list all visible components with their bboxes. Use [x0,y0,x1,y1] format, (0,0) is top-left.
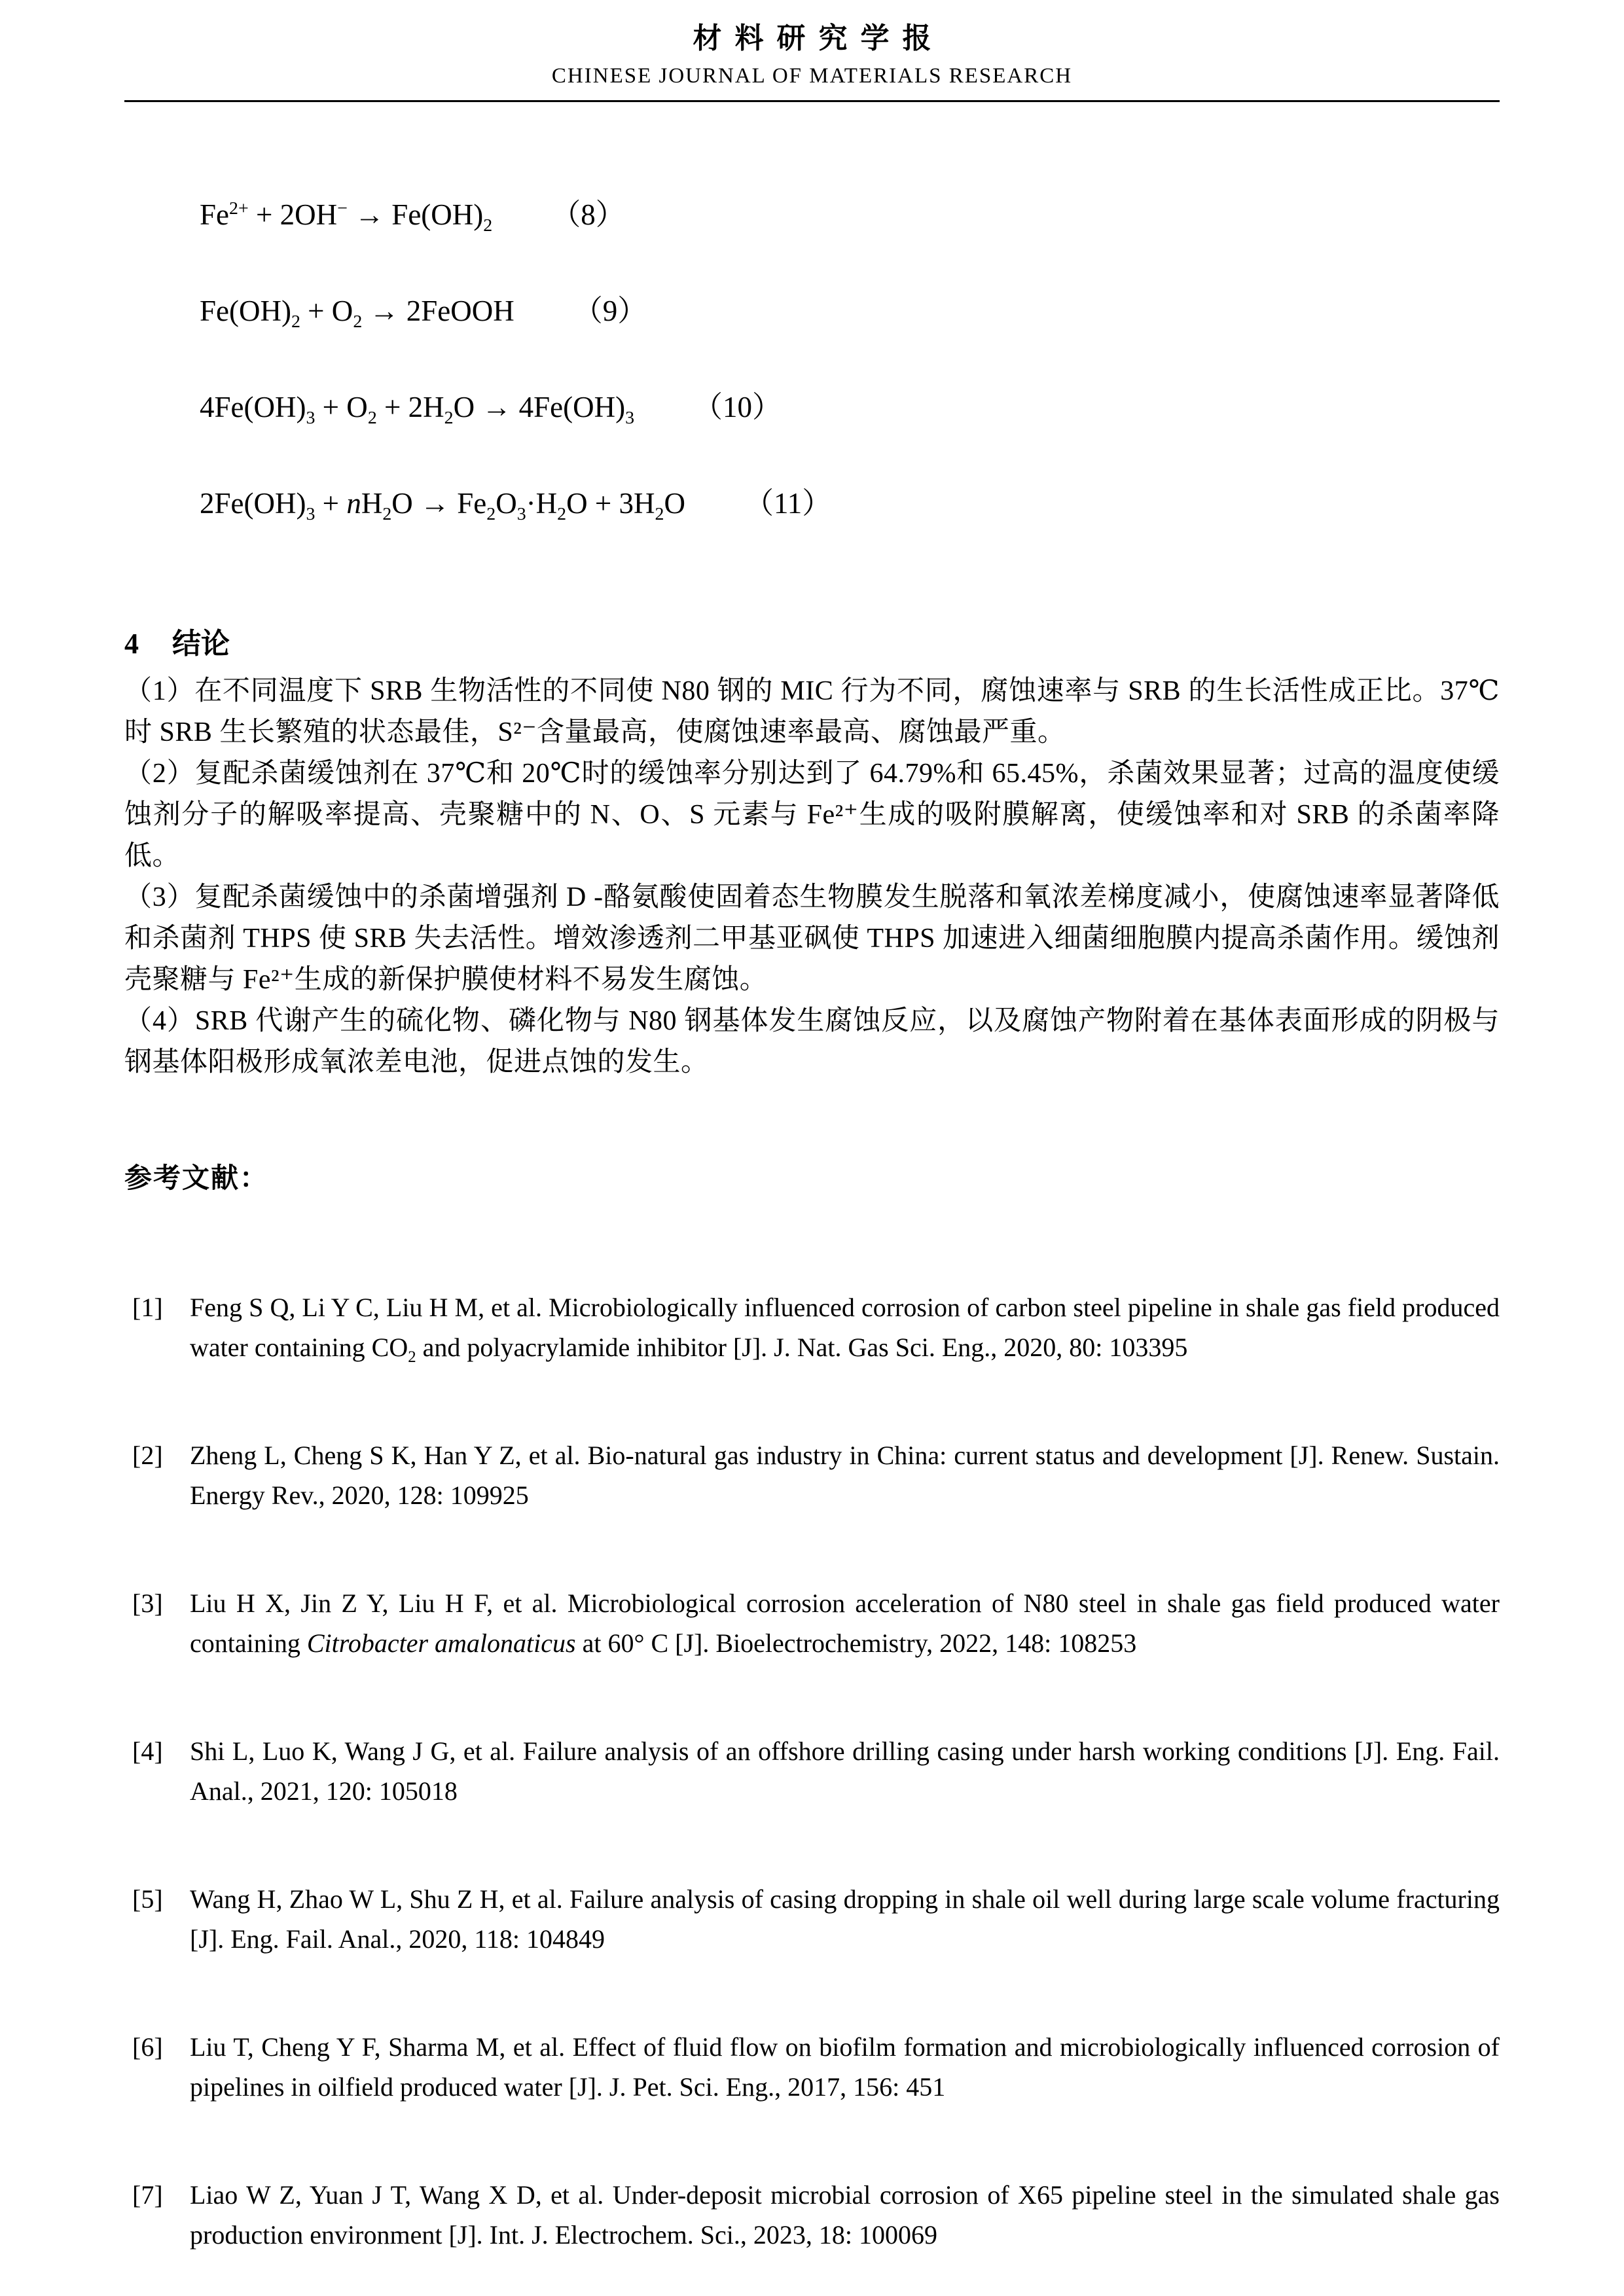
subscript: 3 [306,408,316,428]
conclusion-paragraphs [124,671,1500,1083]
equation-expression [200,295,514,332]
equation-expression [200,487,685,524]
text-run: Feng S Q, Li Y C, Liu H M, et al. Microbiologically influenced corrosion of carbon steel pipeline in shale gas field produced water containing CO [190,1293,1500,1362]
equation-list [200,190,1500,522]
journal-title-en: CHINESE JOURNAL OF MATERIALS RESEARCH [551,64,1073,88]
header-divider [124,100,1500,102]
reference-label: [7] [132,2180,163,2210]
reference-label: [3] [132,1588,163,1618]
subscript: 2 [444,408,454,428]
text-run: + O [315,391,368,423]
reference-label: [6] [132,2032,163,2062]
conclusion-paragraph: （3）复配杀菌缓蚀中的杀菌增强剂 D -酪氨酸使固着态生物膜发生脱落和氧浓差梯度减小，使腐蚀速率显著降低和杀菌剂 THPS 使 SRB 失去活性。增效渗透剂二甲基亚砜使 THPS 加速进入细菌细胞膜内提高杀菌作用。缓蚀剂壳聚糖与 Fe²⁺生成的新保护膜使材料不易发生腐蚀。 [124,882,1500,995]
subscript: 2 [408,1348,416,1366]
reference-label: [1] [132,1293,163,1322]
text-run: Fe(OH) [200,295,291,327]
text-run: O [664,487,685,520]
text-run: → 2FeOOH [362,295,514,327]
reference-text [190,2027,1500,2107]
superscript: 2+ [229,198,249,219]
equation-number: （9） [573,295,647,327]
reference-list [124,1287,1500,2255]
equation-expression [200,198,493,236]
equation-row [200,479,1500,522]
reference-label: [5] [132,1884,163,1914]
text-run: 4Fe(OH) [200,391,306,423]
header [124,14,1500,102]
text-run: + 2H [376,391,444,423]
text-run: Shi L, Luo K, Wang J G, et al. Failure analysis of an offshore drilling casing under harsh working conditions [J]. Eng. Fail. Anal., 2021, 120: 105018 [190,1736,1500,1806]
reference-label: [2] [132,1441,163,1470]
superscript: − [337,198,348,219]
conclusion-paragraph: （1）在不同温度下 SRB 生物活性的不同使 N80 钢的 MIC 行为不同，腐蚀速率与 SRB 的生长活性成正比。37℃时 SRB 生长繁殖的状态最佳，S²⁻含量最高，使腐蚀速率最高、腐蚀最严重。 [124,676,1500,747]
text-run: Liu T, Cheng Y F, Sharma M, et al. Effect of fluid flow on biofilm formation and microbiologically influenced corrosion of pipelines in oilfield produced water [J]. J. Pet. Sci. Eng., 2017, 156: 451 [190,2032,1500,2102]
subscript: 2 [655,504,664,524]
reference-item [132,1879,1500,1959]
text-run: Wang H, Zhao W L, Shu Z H, et al. Failure analysis of casing dropping in shale oil well during large scale volume fracturing [J]. Eng. Fail. Anal., 2020, 118: 104849 [190,1884,1500,1954]
subscript: 3 [306,504,316,524]
text-run: O + 3H [566,487,655,520]
text-run: Zheng L, Cheng S K, Han Y Z, et al. Bio-natural gas industry in China: current status and development [J]. Renew. Sustain. Energy Rev., 2020, 128: 109925 [190,1441,1500,1510]
journal-title-cn: 材料研究学报 [693,22,945,54]
equation-row [200,287,1500,332]
equations-section [124,190,1500,522]
subscript: 3 [625,408,635,428]
subscript: 2 [382,504,392,524]
reference-label: [4] [132,1736,163,1766]
references-section [124,1157,1500,2255]
italic-run: Citrobacter amalonaticus [306,1628,576,1658]
text-run: at 60° C [J]. Bioelectrochemistry, 2022, 148: 108253 [575,1628,1137,1658]
subscript: 2 [353,312,363,332]
conclusion-heading [124,620,1500,662]
reference-text [190,1583,1500,1663]
subscript: 3 [516,504,526,524]
reference-text [190,2175,1500,2255]
text-run: Liu H X, Jin Z Y, Liu H F, et al. Microbiological corrosion acceleration of N80 steel in shale gas field produced water containing [190,1588,1500,1658]
conclusion-heading-label: 结论 [172,628,230,660]
reference-item [132,1731,1500,1811]
reference-text [190,1731,1500,1811]
text-run: and polyacrylamide inhibitor [J]. J. Nat. Gas Sci. Eng., 2020, 80: 103395 [416,1333,1188,1362]
text-run: + [315,487,347,520]
italic-run: n [346,487,361,520]
equation-row [200,190,1500,236]
text-run: + O [300,295,353,327]
text-run: 2Fe(OH) [200,487,306,520]
text-run: + 2OH [248,198,338,231]
equation-expression [200,391,635,428]
reference-item [132,2027,1500,2107]
conclusion-heading-number: 4 [124,628,139,660]
text-run: H [361,487,383,520]
reference-item [132,1583,1500,1663]
text-run: ·H [526,487,558,520]
reference-text [190,1287,1500,1367]
text-run: O → 4Fe(OH) [453,391,626,423]
references-heading: 参考文献： [124,1164,269,1194]
equation-row [200,383,1500,428]
reference-item [132,2175,1500,2255]
conclusion-paragraph: （4）SRB 代谢产生的硫化物、磷化物与 N80 钢基体发生腐蚀反应，以及腐蚀产物附着在基体表面形成的阴极与钢基体阳极形成氧浓差电池，促进点蚀的发生。 [124,1006,1500,1077]
equation-number: （10） [693,391,782,423]
text-run: O → Fe [391,487,487,520]
subscript: 2 [483,215,493,236]
subscript: 2 [367,408,377,428]
equation-number: （11） [744,487,832,520]
text-run: → Fe(OH) [347,198,484,231]
conclusion-paragraph: （2）复配杀菌缓蚀剂在 37℃和 20℃时的缓蚀率分别达到了 64.79%和 65.45%，杀菌效果显著；过高的温度使缓蚀剂分子的解吸率提高、壳聚糖中的 N、O、S 元素与 Fe²⁺生成的吸附膜解离，使缓蚀率和对 SRB 的杀菌率降低。 [124,759,1500,871]
reference-text [190,1435,1500,1515]
reference-text [190,1879,1500,1959]
conclusion-section [124,620,1500,1083]
text-run: Fe [200,198,229,231]
subscript: 2 [291,312,300,332]
text-run: O [496,487,517,520]
reference-item [132,1435,1500,1515]
text-run: Liao W Z, Yuan J T, Wang X D, et al. Under-deposit microbial corrosion of X65 pipeline steel in the simulated shale gas production environment [J]. Int. J. Electrochem. Sci., 2023, 18: 100069 [190,2180,1500,2250]
subscript: 2 [557,504,567,524]
equation-number: （8） [551,198,625,231]
subscript: 2 [486,504,496,524]
reference-item [132,1287,1500,1367]
